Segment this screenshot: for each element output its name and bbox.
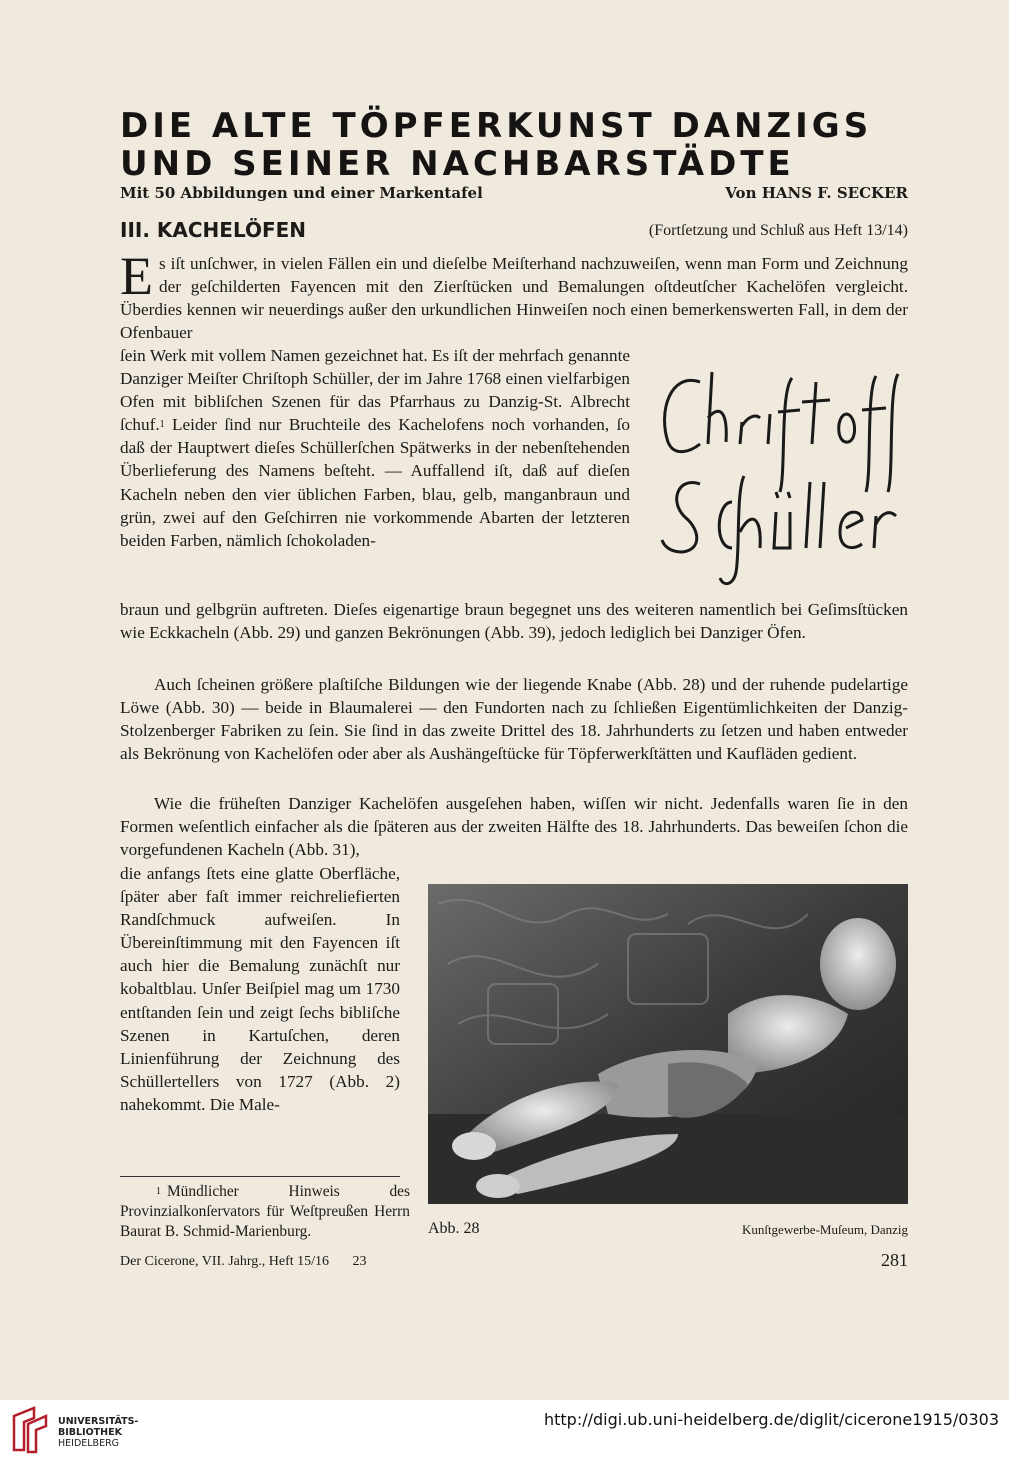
footnote-ref[interactable]: 1 <box>159 419 165 431</box>
continuation-note: (Fortſetzung und Schluß aus Heft 13/14) <box>648 222 908 239</box>
article-title-line2: UND SEINER NACHBARSTÄDTE <box>120 144 795 184</box>
sheet-number: 23 <box>352 1254 367 1269</box>
paragraph-1b-text: ſein Werk mit vollem Namen gezeichnet hat. Es iſt der mehrfach genannte Danziger Meiſter Chriſtoph Schüller, der im Jahre 1768 einen vielfarbigen Ofen mit bibliſchen Szenen für das Pfarrhaus zu Danzig-St. Albrecht ſchuf. <box>120 346 631 435</box>
footnote-mark: 1 <box>156 1186 161 1197</box>
footnote-text: Mündlicher Hinweis des Provinzialkonſervators für Weſtpreußen Herrn Baurat B. Schmid-Marienburg. <box>120 1183 410 1240</box>
page-number: 281 <box>881 1250 908 1270</box>
signature-image <box>640 352 910 592</box>
figure-credit: Kunſtgewerbe-Muſeum, Danzig <box>741 1222 908 1237</box>
footnote-rule <box>120 1176 400 1177</box>
paragraph-3-narrow: die anfangs ſtets eine glatte Oberfläche, ſpäter aber faſt immer reichreliefierten Randſchmuck aufweiſen. In Übereinſtimmung mit den Fayencen iſt auch hier die Bemalung zunächſt nur kobaltblau. Unſer Beiſpiel mag um 1730 entſtanden ſein und zeigt ſechs bibliſche Szenen in Kartuſchen, deren Linienführung der Zeichnung des Schüllertellers von 1727 (Abb. 2) nahekommt. Die Male- <box>120 864 400 1114</box>
journal-reference: Der Cicerone, VII. Jahrg., Heft 15/16 <box>120 1254 330 1269</box>
library-name <box>58 1416 138 1449</box>
paragraph-1-narrow <box>120 344 630 552</box>
footer-journal <box>120 1254 367 1270</box>
signature-drawing <box>640 352 910 592</box>
drop-cap: E <box>120 246 153 306</box>
paragraph-1-end: braun und gelbgrün auftreten. Dieſes eigenartige braun begegnet uns des weiteren namentlich bei Geſimsſtücken wie Eckkacheln (Abb. 29) und ganzen Bekrönungen (Abb. 39), jedoch lediglich bei Danziger Öfen. <box>120 600 908 643</box>
library-line2: BIBLIOTHEK <box>58 1427 122 1438</box>
section-heading: III. KACHELÖFEN <box>120 218 307 242</box>
subtitle-row <box>120 184 908 202</box>
article-subtitle: Mit 50 Abbildungen und einer Markentafel <box>120 184 483 202</box>
article-author: Von HANS F. SECKER <box>725 184 908 202</box>
library-line1: UNIVERSITÄTS- <box>58 1416 139 1427</box>
article-title-line1: DIE ALTE TÖPFERKUNST DANZIGS <box>120 106 873 146</box>
library-line3: HEIDELBERG <box>58 1438 120 1449</box>
paragraph-1-text: s iſt unſchwer, in vielen Fällen ein und dieſelbe Meiſterhand nachzuweiſen, wenn man Form und Zeichnung der geſchilderten Fayencen mit den Zierſtücken und Bemalungen oſtdeutſcher Kachelöfen vergleicht. Überdies kennen wir neuerdings außer den urkundlichen Hinweiſen noch einen bemerkenswerten Fall, in dem der Ofenbauer <box>120 254 908 343</box>
permalink-url[interactable]: http://digi.ub.uni-heidelberg.de/diglit/cicerone1915/0303 <box>543 1410 999 1429</box>
footnote <box>120 1182 410 1242</box>
figure-caption: Abb. 28 <box>428 1220 480 1237</box>
university-library-logo-icon[interactable] <box>10 1406 50 1454</box>
paragraph-1b-cont: Leider ſind nur Bruchteile des Kachelofens noch vorhanden, ſo daß der Hauptwert dieſes Schüllerſchen Spätwerks in der nebenſtehenden Überlieferung des Namens beſteht. — Auffallend iſt, daß auf dieſen Kacheln neben den vier üblichen Farben, blau, gelb, manganbraun und grün, zwei auf den Geſchirren nie vorkommende Abarten der letzteren beiden Farben, nämlich ſchokoladen- <box>120 415 630 550</box>
figure-abb-28 <box>428 884 908 1204</box>
paragraph-3: Wie die früheſten Danziger Kachelöfen ausgeſehen haben, wiſſen wir nicht. Jedenfalls waren ſie in den Formen weſentlich einfacher als die ſpäteren aus der zweiten Hälfte des 18. Jahrhunderts. Das beweiſen ſchon die vorgefundenen Kacheln (Abb. 31), <box>120 794 908 860</box>
section-heading-row <box>120 218 908 242</box>
paragraph-2: Auch ſcheinen größere plaſtiſche Bildungen wie der liegende Knabe (Abb. 28) und der ruhende pudelartige Löwe (Abb. 30) — beide in Blaumalerei — den Fundorten nach zu ſchließen Eigentümlichkeiten der Danzig-Stolzenberger Fabriken zu ſein. Sie ſind in das zweite Drittel des 18. Jahrhunderts zu ſetzen und haben entweder als Bekrönung von Kachelöfen oder aber als Aushängeſtücke für Töpferwerkſtätten und Kaufläden gedient. <box>120 675 908 764</box>
paragraph-1 <box>120 246 908 344</box>
photo-reclining-child <box>428 884 908 1204</box>
